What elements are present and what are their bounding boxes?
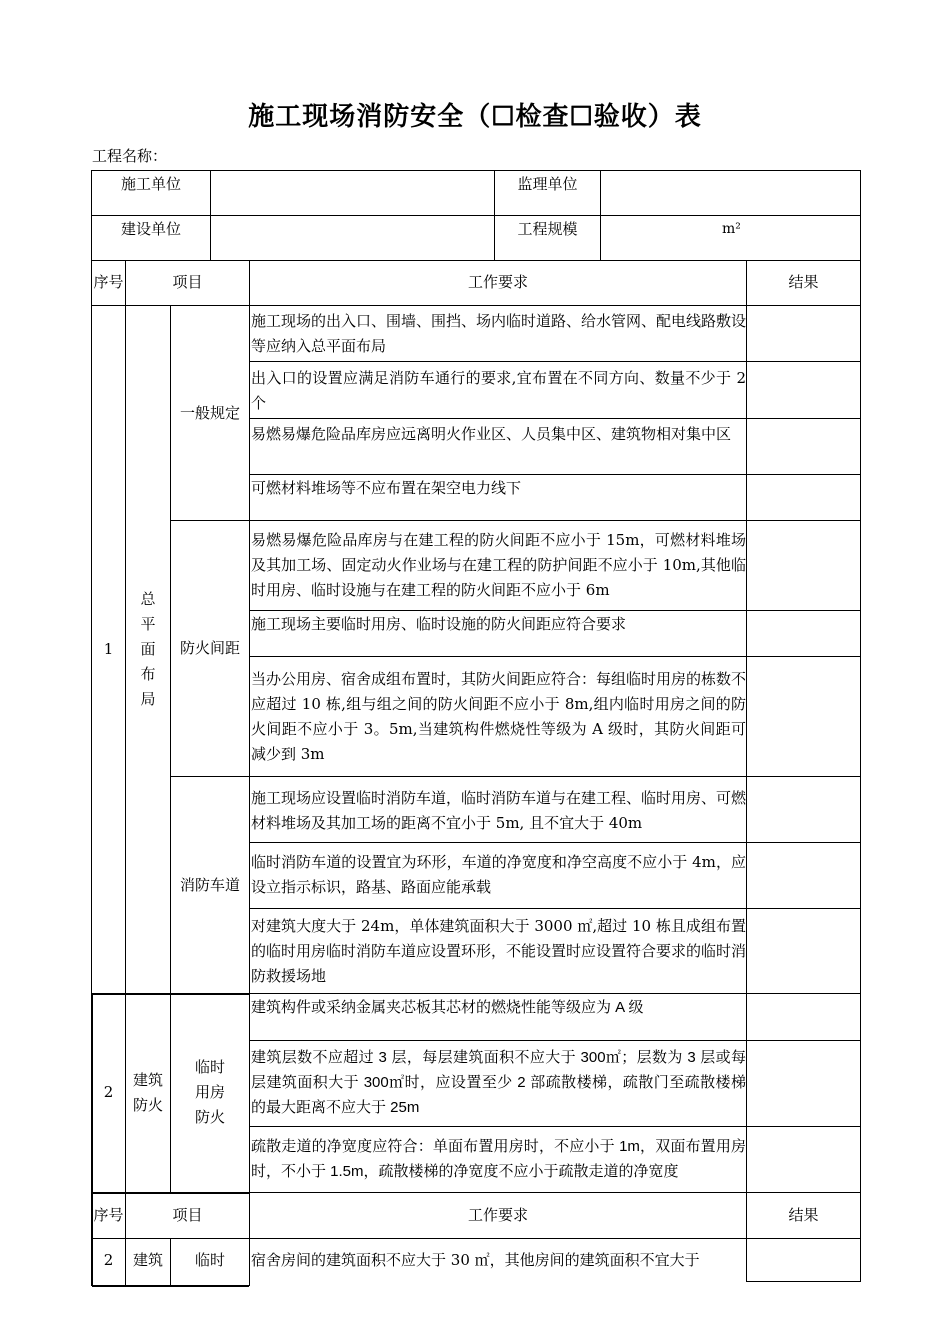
- builder-label: 施工单位: [120, 175, 181, 193]
- category-char: 布: [140, 665, 156, 683]
- subcategory-fire-lane: 消防车道: [179, 876, 240, 894]
- owner-label: 建设单位: [120, 220, 181, 238]
- section-number: 2: [103, 1251, 114, 1269]
- row-divider: [250, 993, 861, 994]
- col-divider: [125, 305, 126, 1285]
- category-char: 平: [140, 615, 156, 633]
- header-no: 序号: [93, 1206, 124, 1224]
- col-divider: [746, 260, 747, 1282]
- requirement-text: 建筑构件或采纳金属夹芯板其芯材的燃烧性能等级应为 A 级: [251, 999, 644, 1016]
- header-result: 结果: [788, 273, 819, 291]
- section-number: 1: [103, 640, 114, 658]
- section-category: 建筑防火: [132, 1071, 163, 1114]
- row-divider: [250, 1126, 861, 1127]
- col-divider: [249, 260, 250, 1286]
- category-char: 面: [140, 640, 156, 658]
- subcategory-temp-building: 临时用房防火: [194, 1058, 225, 1126]
- scale-unit: m²: [722, 221, 741, 237]
- header-item: 项目: [172, 273, 203, 291]
- header-requirement: 工作要求: [467, 273, 528, 291]
- row-divider: [91, 215, 861, 216]
- col-divider: [210, 170, 211, 260]
- section-category: [138, 587, 158, 712]
- row-divider: [250, 842, 861, 843]
- requirement-text: 当办公用房、宿舍成组布置时，其防火间距应符合：每组临时用房的栋数不应超过 10 栋,组与组之间的防火间距不应小于 8m,组内临时用房之间的防火间距不应小于 3。5m,当建筑构件燃烧性等级为 A 级时，其防火间距可减少到 3m: [251, 670, 747, 763]
- requirement-text: 建筑层数不应超过 3 层，每层建筑面积不应大于 300㎡；层数为 3 层或每层建筑面积大于 300㎡时，应设置至少 2 部疏散楼梯，疏散门至疏散楼梯的最大距离不应大于 25m: [251, 1049, 746, 1116]
- table-border-top: [91, 170, 861, 171]
- requirement-text: 施工现场应设置临时消防车道，临时消防车道与在建工程、临时用房、可燃材料堆场及其加工场的距离不宜小于 5m, 且不宜大于 40m: [251, 789, 747, 832]
- row-divider: [250, 418, 861, 419]
- subcategory-general: 一般规定: [179, 404, 240, 422]
- header-no: 序号: [93, 273, 124, 291]
- row-divider: [250, 610, 861, 611]
- row-divider: [250, 908, 861, 909]
- header-result: 结果: [788, 1206, 819, 1224]
- category-char: 总: [140, 590, 156, 608]
- table-border-left: [91, 993, 93, 1286]
- row-divider: [250, 474, 861, 475]
- requirement-text: 宿舍房间的建筑面积不应大于 30 ㎡，其他房间的建筑面积不宜大于: [251, 1251, 700, 1269]
- section-number: 2: [103, 1083, 114, 1101]
- requirement-text: 易燃易爆危险品库房应远离明火作业区、人员集中区、建筑物相对集中区: [251, 425, 732, 443]
- supervisor-label: 监理单位: [517, 175, 578, 193]
- table-border-right: [860, 170, 861, 1282]
- requirement-text: 施工现场的出入口、围墙、围挡、场内临时道路、给水管网、配电线路敷设等应纳入总平面布局: [251, 312, 747, 355]
- col-divider: [600, 170, 601, 260]
- requirement-text: 疏散走道的净宽度应符合：单面布置用房时，不应小于 1m，双面布置用房时，不小于 1.5m，疏散楼梯的净宽度不应小于疏散走道的净宽度: [251, 1138, 746, 1180]
- requirement-text: 施工现场主要临时用房、临时设施的防火间距应符合要求: [251, 615, 627, 633]
- col-divider: [170, 305, 171, 1193]
- header-item: 项目: [172, 1206, 203, 1224]
- row-divider: [746, 1281, 861, 1282]
- row-divider: [250, 656, 861, 657]
- requirement-text: 易燃易爆危险品库房与在建工程的防火间距不应小于 15m，可燃材料堆场及其加工场、固定动火作业场与在建工程的防护间距不应小于 10m,其他临时用房、临时设施与在建工程的防火间距不应小于 6m: [251, 531, 746, 599]
- requirement-text: 对建筑大度大于 24m，单体建筑面积大于 3000 ㎡,超过 10 栋且成组布置的临时用房临时消防车道应设置环形，不能设置时应设置符合要求的临时消防救援场地: [251, 917, 747, 985]
- row-divider: [170, 520, 861, 521]
- subcategory-fire-distance: 防火间距: [179, 639, 240, 657]
- section-category: 建筑: [132, 1251, 163, 1269]
- project-name-label: 工程名称：: [92, 147, 168, 165]
- requirement-text: 出入口的设置应满足消防车通行的要求,宜布置在不同方向、数量不少于 2 个: [251, 369, 746, 412]
- row-divider: [250, 1040, 861, 1041]
- header-requirement: 工作要求: [467, 1206, 528, 1224]
- scale-label: 工程规模: [517, 220, 578, 238]
- row-divider: [250, 361, 861, 362]
- page-title: 施工现场消防安全（☐检查☐验收）表: [248, 102, 702, 132]
- row-divider: [170, 776, 861, 777]
- requirement-text: 临时消防车道的设置宜为环形，车道的净宽度和净空高度不应小于 4m，应设立指示标识，路基、路面应能承载: [251, 853, 746, 896]
- requirement-text: 可燃材料堆场等不应布置在架空电力线下: [251, 479, 522, 497]
- category-char: 局: [140, 690, 156, 708]
- table-border-bottom: [92, 1285, 249, 1287]
- subcategory-temp-building: 临时: [194, 1251, 225, 1269]
